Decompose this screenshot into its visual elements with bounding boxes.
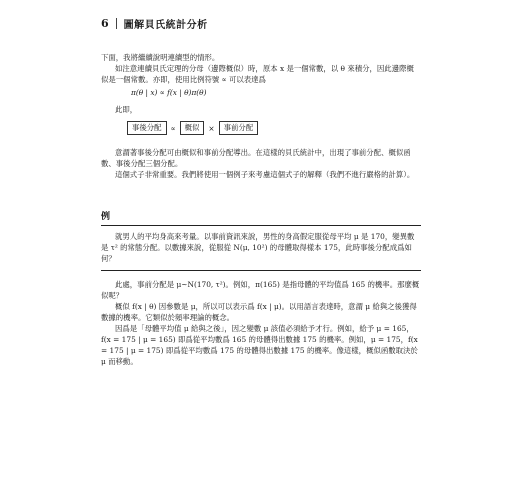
posterior-box: 事後分配 xyxy=(127,121,167,135)
example-bottom-rule xyxy=(101,270,421,271)
section-explanation xyxy=(101,279,421,367)
prior-box: 事前分配 xyxy=(219,121,259,135)
section-continuous xyxy=(101,52,421,180)
proportional-formula: π(θ | x) ∝ f(x | θ)π(θ) xyxy=(131,88,207,97)
page-number: 6 xyxy=(101,17,109,30)
example-box xyxy=(101,231,421,264)
paragraph-example-values: 因爲是「母體平均值 μ 給與之後」，因之變數 μ 該值必須給予才行。例如，給予 μ = 165，f(x = 175 | μ = 165) 即爲從平均數爲 165 的母體得出數據 175 的機率。例如，μ = 175，f(x = 175 | μ = 175) 即爲從平均數爲 175 的母體得出數據 175 的機率。像這樣，概似函數取決於 μ 而移動。 xyxy=(101,324,418,366)
paragraph-marginal-likelihood: 如注意連續貝氏定理的分母（邊際概似）時，原本 x 是一個常數，以 θ 來積分，因此邊際概似是一個常數。亦即，使用比例符號 ∝ 可以表達爲 xyxy=(101,64,414,84)
book-title: 圖解貝氏統計分析 xyxy=(123,20,208,31)
running-header xyxy=(101,16,208,31)
example-top-rule xyxy=(101,225,421,226)
likelihood-box: 概似 xyxy=(180,121,205,135)
paragraph-that-is: 此即， xyxy=(115,105,138,114)
verbal-formula xyxy=(101,121,421,135)
proportional-symbol: ∝ xyxy=(170,123,176,133)
times-symbol: × xyxy=(208,123,215,133)
paragraph-importance: 這個式子非常重要。我們將使用一個例子來考慮這個式子的解釋（我們不進行嚴格的計算）。 xyxy=(115,170,415,179)
paragraph-likelihood: 概似 f(x | θ) 因參數是 μ，所以可以表示爲 f(x | μ)。以用語言表達時，意謂 μ 給與之後獲得數據的機率。它類似於頻率理論的概念。 xyxy=(101,302,417,322)
paragraph-prior: 此處，事前分配是 μ~N(170, τ²)。例如，π(165) 是指母體的平均值爲 165 的機率。那麼概似呢？ xyxy=(101,280,420,300)
example-text: 就男人的平均身高來考量。以事前資訊來說，男性的身高假定服從母平均 μ 是 170，變異數是 τ² 的常態分配。以數據來說，從服從 N(μ, 10²) 的母體取得樣本 175，此時事後分配成爲如何？ xyxy=(101,232,415,263)
paragraph-three-distributions: 意謂著事後分配可由概似和事前分配導出。在這樣的貝氏統計中，出現了事前分配、概似函數、事後分配三個分配。 xyxy=(101,148,411,168)
paragraph-intro: 下面，我將繼續說明連續型的情形。 xyxy=(101,53,220,62)
header-divider xyxy=(116,18,117,29)
example-label: 例 xyxy=(101,212,111,222)
